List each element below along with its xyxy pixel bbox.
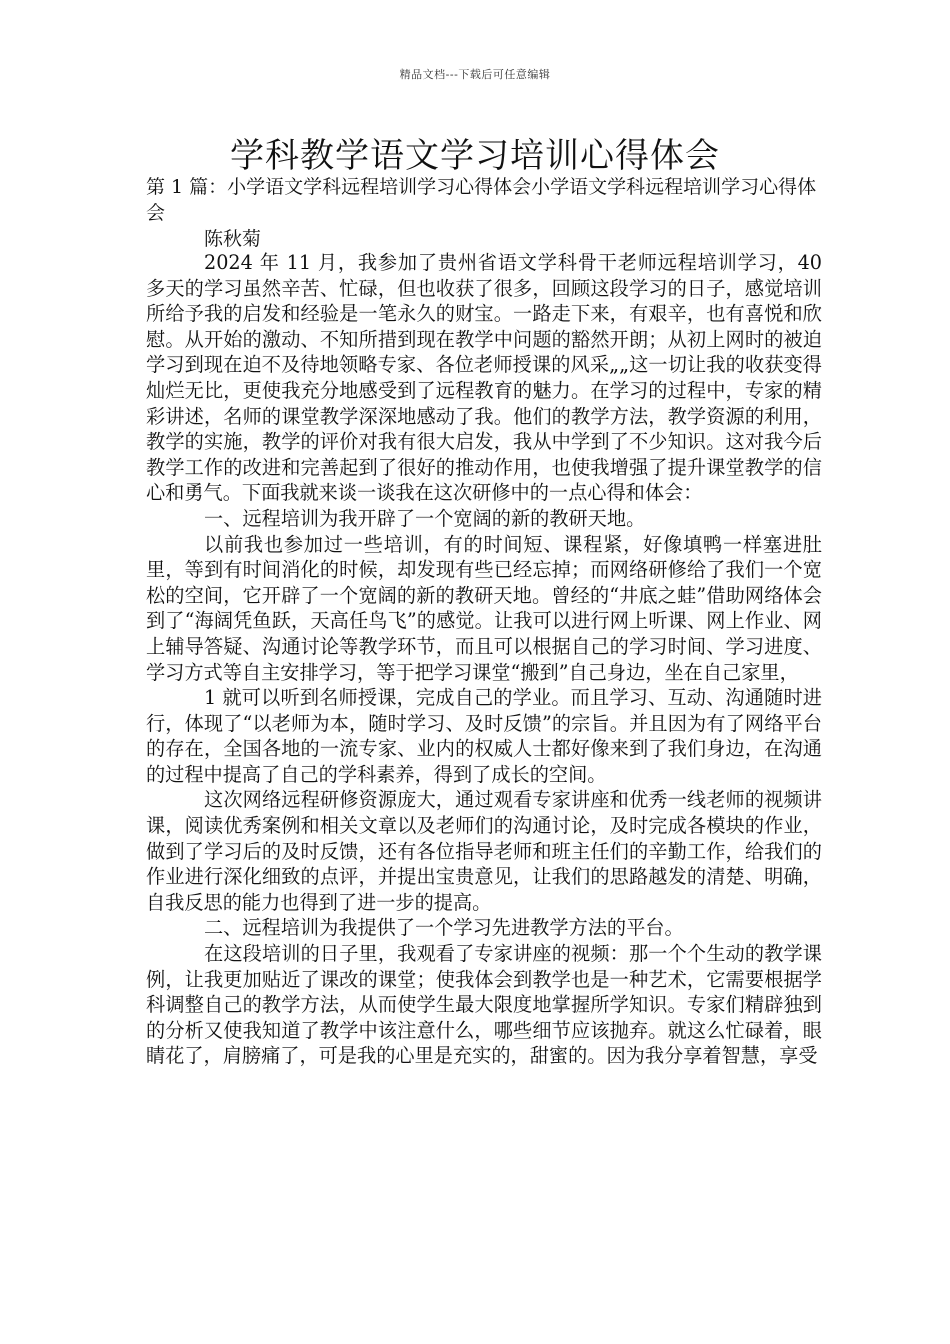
document-title: 学科教学语文学习培训心得体会 [230,136,720,176]
paragraph: 在这段培训的日子里，我观看了专家讲座的视频：那一个个生动的教学课例，让我更加贴近了课改的课堂；使我体会到教学也是一种艺术，它需要根据学科调整自己的教学方法，从而使学生最大限度地掌握所学知识。专家们精辟独到的分析又使我知道了教学中该注意什么，哪些细节应该抛弃。就这么忙碌着，眼睛花了，肩膀痛了，可是我的心里是充实的，甜蜜的。因为我分享着智慧，享受 [146,942,822,1068]
paragraph: 以前我也参加过一些培训，有的时间短、课程紧，好像填鸭一样塞进肚里，等到有时间消化的时候，却发现有些已经忘掉；而网络研修给了我们一个宽松的空间，它开辟了一个宽阔的新的教研天地。曾经的“井底之蛙”借助网络体会到了“海阔凭鱼跃，天高任鸟飞”的感觉。让我可以进行网上听课、网上作业、网上辅导答疑、沟通讨论等教学环节，而且可以根据自己的学习时间、学习进度、学习方式等自主安排学习，等于把学习课堂“搬到”自己身边，坐在自己家里， [146,532,822,684]
section-heading: 二、远程培训为我提供了一个学习先进教学方法的平台。 [204,916,684,940]
header-note: 精品文档---下载后可任意编辑 [399,68,551,81]
paragraph: 2024 年 11 月，我参加了贵州省语文学科骨干老师远程培训学习，40 多天的学习虽然辛苦、忙碌，但也收获了很多，回顾这段学习的日子，感觉培训所给予我的启发和经验是一笔永久的财宝。一路走下来，有艰辛，也有喜悦和欣慰。从开始的激动、不知所措到现在教学中问题的豁然开朗；从初上网时的被迫学习到现在迫不及待地领略专家、各位老师授课的风采„„这一切让我的收获变得灿烂无比，更使我充分地感受到了远程教育的魅力。在学习的过程中，专家的精彩讲述，名师的课堂教学深深地感动了我。他们的教学方法，教学资源的利用，教学的实施，教学的评价对我有很大启发，我从中学到了不少知识。这对我今后教学工作的改进和完善起到了很好的推动作用，也使我增强了提升课堂教学的信心和勇气。下面我就来谈一谈我在这次研修中的一点心得和体会： [146,251,822,505]
paragraph: 1 就可以听到名师授课，完成自己的学业。而且学习、互动、沟通随时进行，体现了“以老师为本，随时学习、及时反馈”的宗旨。并且因为有了网络平台的存在，全国各地的一流专家、业内的权威人士都好像来到了我们身边，在沟通的过程中提高了自己的学科素养，得到了成长的空间。 [146,686,822,786]
article-heading: 第 1 篇：小学语文学科远程培训学习心得体会小学语文学科远程培训学习心得体会 [146,176,817,224]
article-body [146,250,822,1069]
section-heading: 一、远程培训为我开辟了一个宽阔的新的教研天地。 [204,506,646,530]
author-name: 陈秋菊 [204,228,262,250]
paragraph: 这次网络远程研修资源庞大，通过观看专家讲座和优秀一线老师的视频讲课，阅读优秀案例和相关文章以及老师们的沟通讨论，及时完成各模块的作业，做到了学习后的及时反馈，还有各位指导老师和班主任们的辛勤工作，给我们的作业进行深化细致的点评，并提出宝贵意见，让我们的思路越发的清楚、明确，自我反思的能力也得到了进一步的提高。 [146,788,822,914]
